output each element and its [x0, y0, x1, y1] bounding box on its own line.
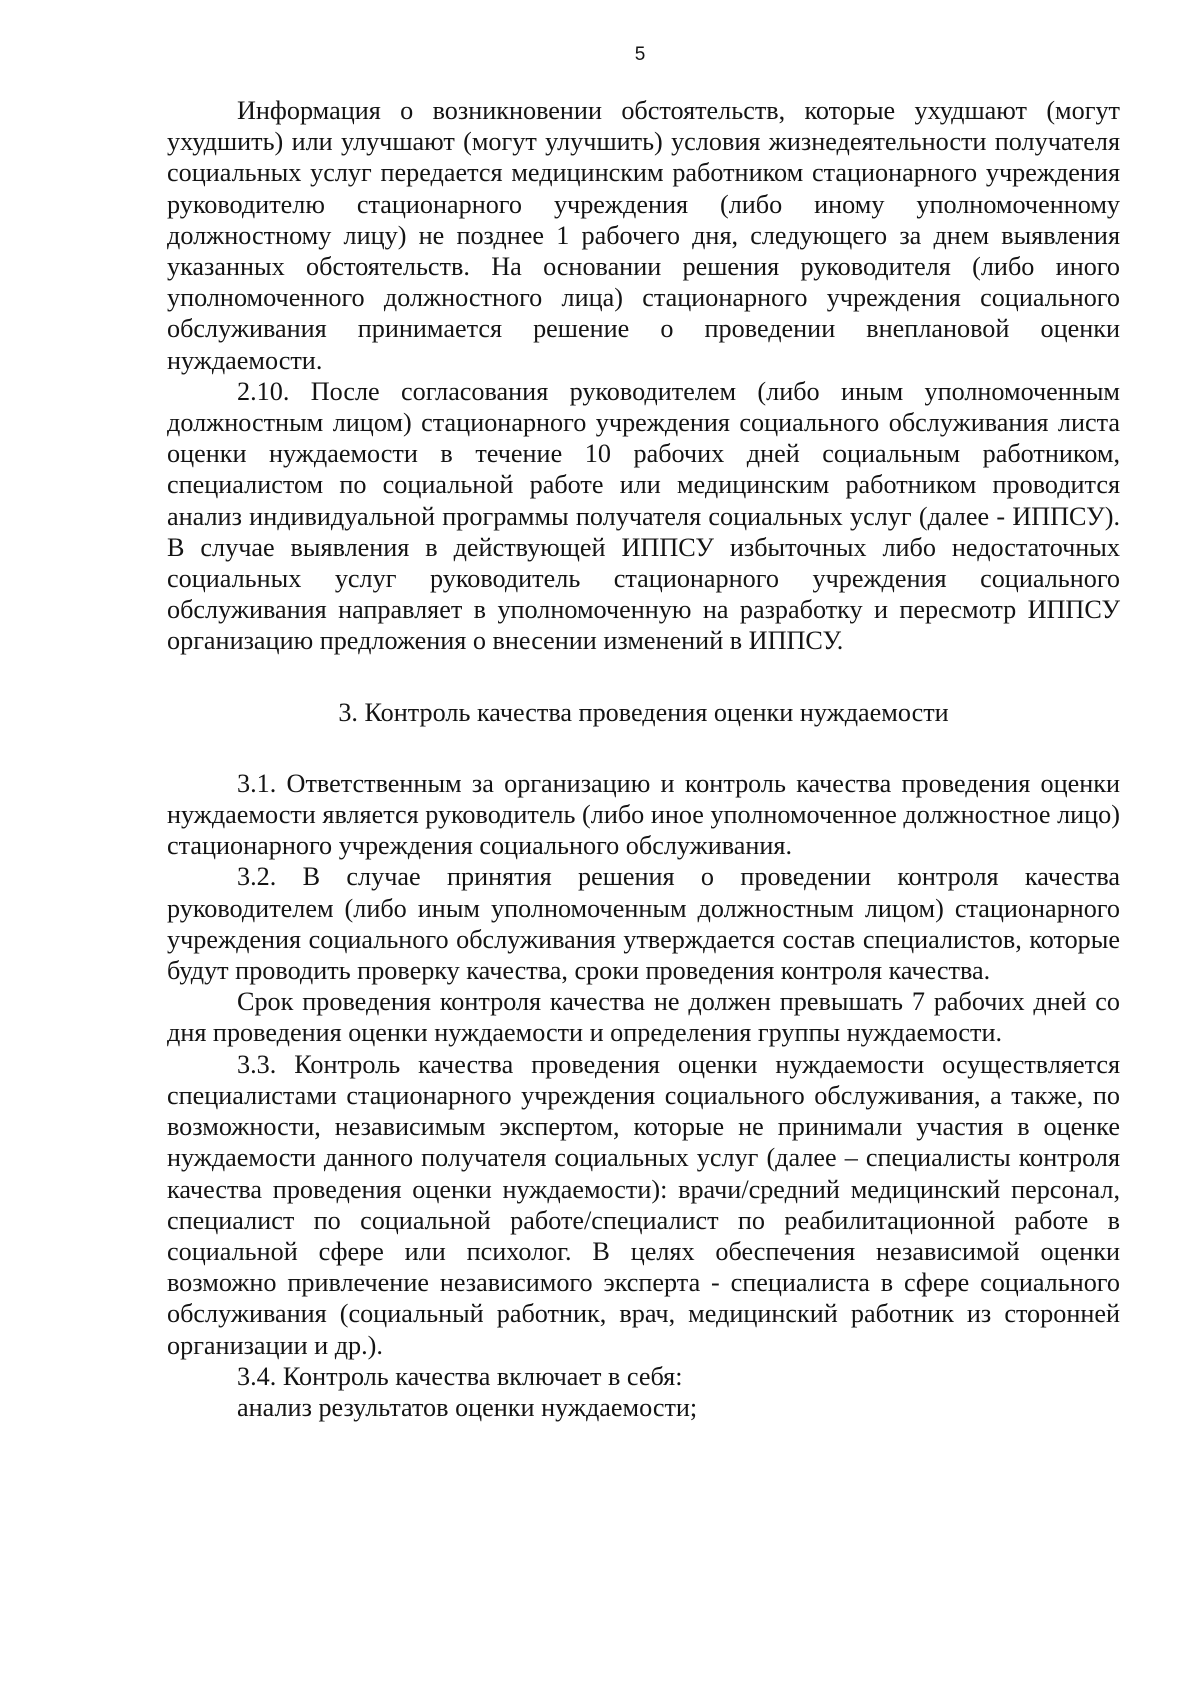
paragraph-3-4: 3.4. Контроль качества включает в себя: — [237, 1361, 683, 1391]
section-heading-3: 3. Контроль качества проведения оценки нуждаемости — [338, 697, 949, 727]
list-item-analysis: анализ результатов оценки нуждаемости; — [237, 1392, 698, 1422]
paragraph-3-1: 3.1. Ответственным за организацию и контроль качества проведения оценки нуждаемости является руководитель (либо иное уполномоченное должностное лицо) стационарного учреждения социального обслуживания. — [167, 768, 1120, 861]
paragraph-circumstances-info: Информация о возникновении обстоятельств, которые ухудшают (могут ухудшить) или улучшают (могут улучшить) условия жизнедеятельности получателя социальных услуг передается медицинским работником стационарного учреждения руководителю стационарного учреждения (либо иному уполномоченному должностному лицу) не позднее 1 рабочего дня, следующего за днем выявления указанных обстоятельств. На основании решения руководителя (либо иного уполномоченного должностного лица) стационарного учреждения социального обслуживания принимается решение о проведении внеплановой оценки нуждаемости. — [167, 96, 1120, 375]
paragraph-3-2: 3.2. В случае принятия решения о проведении контроля качества руководителем (либо иным уполномоченным должностным лицом) стационарного учреждения социального обслуживания утверждается состав специалистов, которые будут проводить проверку качества, сроки проведения контроля качества. — [167, 862, 1120, 986]
document-body — [167, 95, 1120, 1423]
paragraph-control-deadline: Срок проведения контроля качества не должен превышать 7 рабочих дней со дня проведения оценки нуждаемости и определения группы нуждаемости. — [167, 987, 1120, 1048]
paragraph-2-10: 2.10. После согласования руководителем (либо иным уполномоченным должностным лицом) стационарного учреждения социального обслуживания листа оценки нуждаемости в течение 10 рабочих дней социальным работником, специалистом по социальной работе или медицинским работником проводится анализ индивидуальной программы получателя социальных услуг (далее - ИППСУ). В случае выявления в действующей ИППСУ избыточных либо недостаточных социальных услуг руководитель стационарного учреждения социального обслуживания направляет в уполномоченную на разработку и пересмотр ИППСУ организацию предложения о внесении изменений в ИППСУ. — [167, 376, 1120, 656]
paragraph-3-3: 3.3. Контроль качества проведения оценки нуждаемости осуществляется специалистами стационарного учреждения социального обслуживания, а также, по возможности, независимым экспертом, которые не принимали участия в оценке нуждаемости данного получателя социальных услуг (далее – специалисты контроля качества проведения оценки нуждаемости): врачи/средний медицинский персонал, специалист по социальной работе/специалист по реабилитационной работе в социальной сфере или психолог. В целях обеспечения независимой оценки возможно привлечение независимого эксперта - специалиста в сфере социального обслуживания (социальный работник, врач, медицинский работник из сторонней организации и др.). — [167, 1049, 1120, 1360]
page-number: 5 — [634, 44, 646, 65]
